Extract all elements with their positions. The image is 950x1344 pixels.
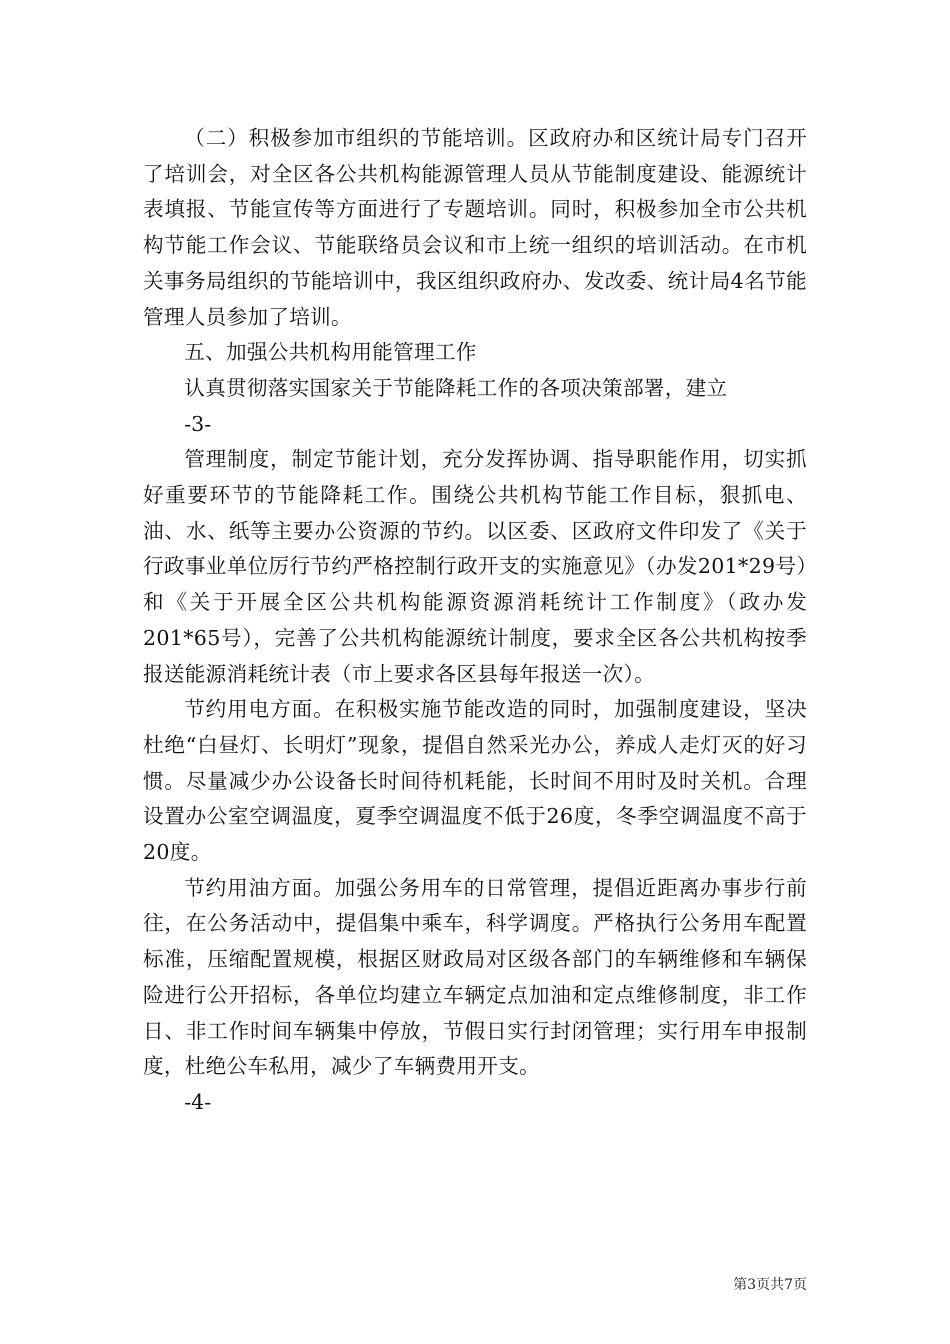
section-heading-five: 五、加强公共机构用能管理工作 <box>184 340 477 365</box>
inline-page-number-4: -4- <box>184 1089 212 1114</box>
paragraph-training: （二）积极参加市组织的节能培训。区政府办和区统计局专门召开了培训会，对全区各公共机构能源管理人员从节能制度建设、能源统计表填报、节能宣传等方面进行了专题培训。同时，积极参加全市公共机构节能工作会议、节能联络员会议和市上统一组织的培训活动。在市机关事务局组织的节能培训中，我区组织政府办、发改委、统计局4名节能管理人员参加了培训。 <box>143 126 807 329</box>
paragraph-electricity-saving: 节约用电方面。在积极实施节能改造的同时，加强制度建设，坚决杜绝“白昼灯、长明灯”现象，提倡自然采光办公，养成人走灯灭的好习惯。尽量减少办公设备长时间待机耗能，长时间不用时及时关机。合理设置办公室空调温度，夏季空调温度不低于26度，冬季空调温度不高于20度。 <box>143 697 807 865</box>
paragraph-fuel-saving: 节约用油方面。加强公务用车的日常管理，提倡近距离办事步行前往，在公务活动中，提倡集中乘车，科学调度。严格执行公务用车配置标准，压缩配置规模，根据区财政局对区级各部门的车辆维修和车辆保险进行公开招标，各单位均建立车辆定点加油和定点维修制度，非工作日、非工作时间车辆集中停放，节假日实行封闭管理；实行用车申报制度，杜绝公车私用，减少了车辆费用开支。 <box>143 875 807 1079</box>
page-footer: 第3页共7页 <box>733 1277 807 1293</box>
inline-page-number-3: -3- <box>184 411 212 436</box>
document-body <box>143 121 807 1121</box>
paragraph-management-system: 管理制度，制定节能计划，充分发挥协调、指导职能作用，切实抓好重要环节的节能降耗工作。围绕公共机构节能工作目标，狠抓电、油、水、纸等主要办公资源的节约。以区委、区政府文件印发了《关于行政事业单位厉行节约严格控制行政开支的实施意见》（办发201*29号）和《关于开展全区公共机构能源资源消耗统计工作制度》（政办发201*65号），完善了公共机构能源统计制度，要求全区各公共机构按季报送能源消耗统计表（市上要求各区县每年报送一次）。 <box>143 447 807 686</box>
paragraph-implement: 认真贯彻落实国家关于节能降耗工作的各项决策部署，建立 <box>184 375 728 400</box>
